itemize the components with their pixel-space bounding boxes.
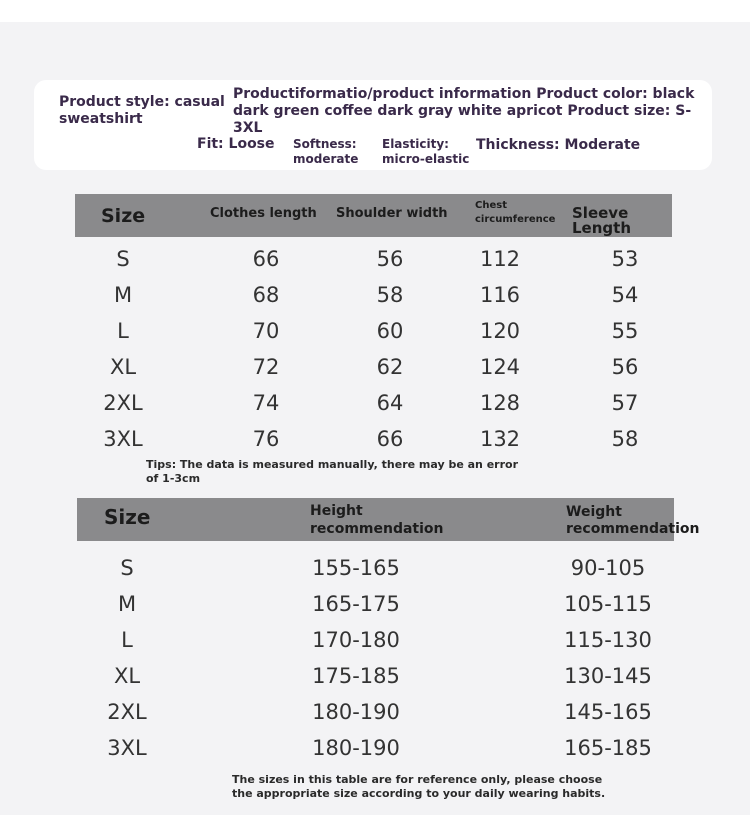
shoulder-width-cell: 60 bbox=[376, 319, 404, 343]
clothes-length-cell: 66 bbox=[252, 247, 280, 271]
shoulder-width-cell: 62 bbox=[376, 355, 404, 379]
sleeve-length-cell: 53 bbox=[611, 247, 639, 271]
height-cell: 180-190 bbox=[312, 700, 400, 724]
product-style-text: Product style: casual sweatshirt bbox=[59, 94, 225, 127]
fit-text: Fit: Loose bbox=[197, 136, 275, 152]
size-cell: 2XL bbox=[107, 700, 147, 724]
height-cell: 180-190 bbox=[312, 736, 400, 760]
sleeve-length-cell: 57 bbox=[611, 391, 639, 415]
height-cell: 165-175 bbox=[312, 592, 400, 616]
size-cell: M bbox=[117, 592, 137, 616]
weight-cell: 90-105 bbox=[570, 556, 646, 580]
height-cell: 175-185 bbox=[312, 664, 400, 688]
header-sleeve-length: Sleeve Length bbox=[572, 204, 631, 237]
sleeve-length-cell: 55 bbox=[611, 319, 639, 343]
size-cell: M bbox=[113, 283, 133, 307]
product-info-card bbox=[34, 80, 712, 170]
thickness-text: Thickness: Moderate bbox=[476, 137, 641, 153]
size-table-header bbox=[75, 194, 672, 237]
shoulder-width-cell: 58 bbox=[376, 283, 404, 307]
sleeve-length-cell: 56 bbox=[611, 355, 639, 379]
height-cell: 170-180 bbox=[312, 628, 400, 652]
shoulder-width-cell: 64 bbox=[376, 391, 404, 415]
weight-cell: 165-185 bbox=[564, 736, 652, 760]
reference-note: The sizes in this table are for reference only, please choose the appropriate size according to your daily wearing habits. bbox=[232, 773, 606, 800]
chest-cell: 128 bbox=[479, 391, 521, 415]
clothes-length-cell: 72 bbox=[252, 355, 280, 379]
chest-cell: 116 bbox=[479, 283, 521, 307]
shoulder-width-cell: 56 bbox=[376, 247, 404, 271]
chest-cell: 124 bbox=[479, 355, 521, 379]
size-cell: 2XL bbox=[103, 391, 143, 415]
chest-cell: 112 bbox=[479, 247, 521, 271]
chest-cell: 132 bbox=[479, 427, 521, 451]
header-shoulder-width: Shoulder width bbox=[336, 206, 448, 221]
header-weight-recommendation: Weight recommendation bbox=[566, 504, 700, 537]
header-chest-circumference: Chest circumference bbox=[475, 200, 556, 225]
size-cell: 3XL bbox=[103, 427, 143, 451]
header-height-recommendation: Height recommendation bbox=[310, 503, 444, 537]
clothes-length-cell: 68 bbox=[252, 283, 280, 307]
elasticity-text: Elasticity: micro-elastic bbox=[382, 137, 470, 166]
header-clothes-length: Clothes length bbox=[210, 206, 317, 221]
top-band bbox=[0, 0, 750, 22]
size-cell: S bbox=[120, 556, 134, 580]
weight-cell: 130-145 bbox=[564, 664, 652, 688]
size-cell: 3XL bbox=[107, 736, 147, 760]
sleeve-length-cell: 54 bbox=[611, 283, 639, 307]
size-cell: XL bbox=[113, 664, 141, 688]
measurement-tip: Tips: The data is measured manually, there may be an error of 1-3cm bbox=[146, 458, 519, 485]
clothes-length-cell: 70 bbox=[252, 319, 280, 343]
shoulder-width-cell: 66 bbox=[376, 427, 404, 451]
recommendation-table-header bbox=[77, 498, 700, 541]
size-cell: S bbox=[116, 247, 130, 271]
weight-cell: 115-130 bbox=[564, 628, 652, 652]
size-cell: L bbox=[117, 319, 129, 343]
header-size: Size bbox=[104, 505, 151, 529]
header-size: Size bbox=[101, 205, 146, 227]
clothes-length-cell: 74 bbox=[252, 391, 280, 415]
softness-text: Softness: moderate bbox=[293, 137, 359, 166]
clothes-length-cell: 76 bbox=[252, 427, 280, 451]
sleeve-length-cell: 58 bbox=[611, 427, 639, 451]
size-cell: XL bbox=[109, 355, 137, 379]
chest-cell: 120 bbox=[479, 319, 521, 343]
weight-cell: 145-165 bbox=[564, 700, 652, 724]
size-cell: L bbox=[121, 628, 133, 652]
product-information-text: Productiformatio/product information Product color: black dark green coffee dark gray white apricot Product size: S-3XL bbox=[233, 86, 695, 136]
weight-cell: 105-115 bbox=[564, 592, 652, 616]
height-cell: 155-165 bbox=[312, 556, 400, 580]
